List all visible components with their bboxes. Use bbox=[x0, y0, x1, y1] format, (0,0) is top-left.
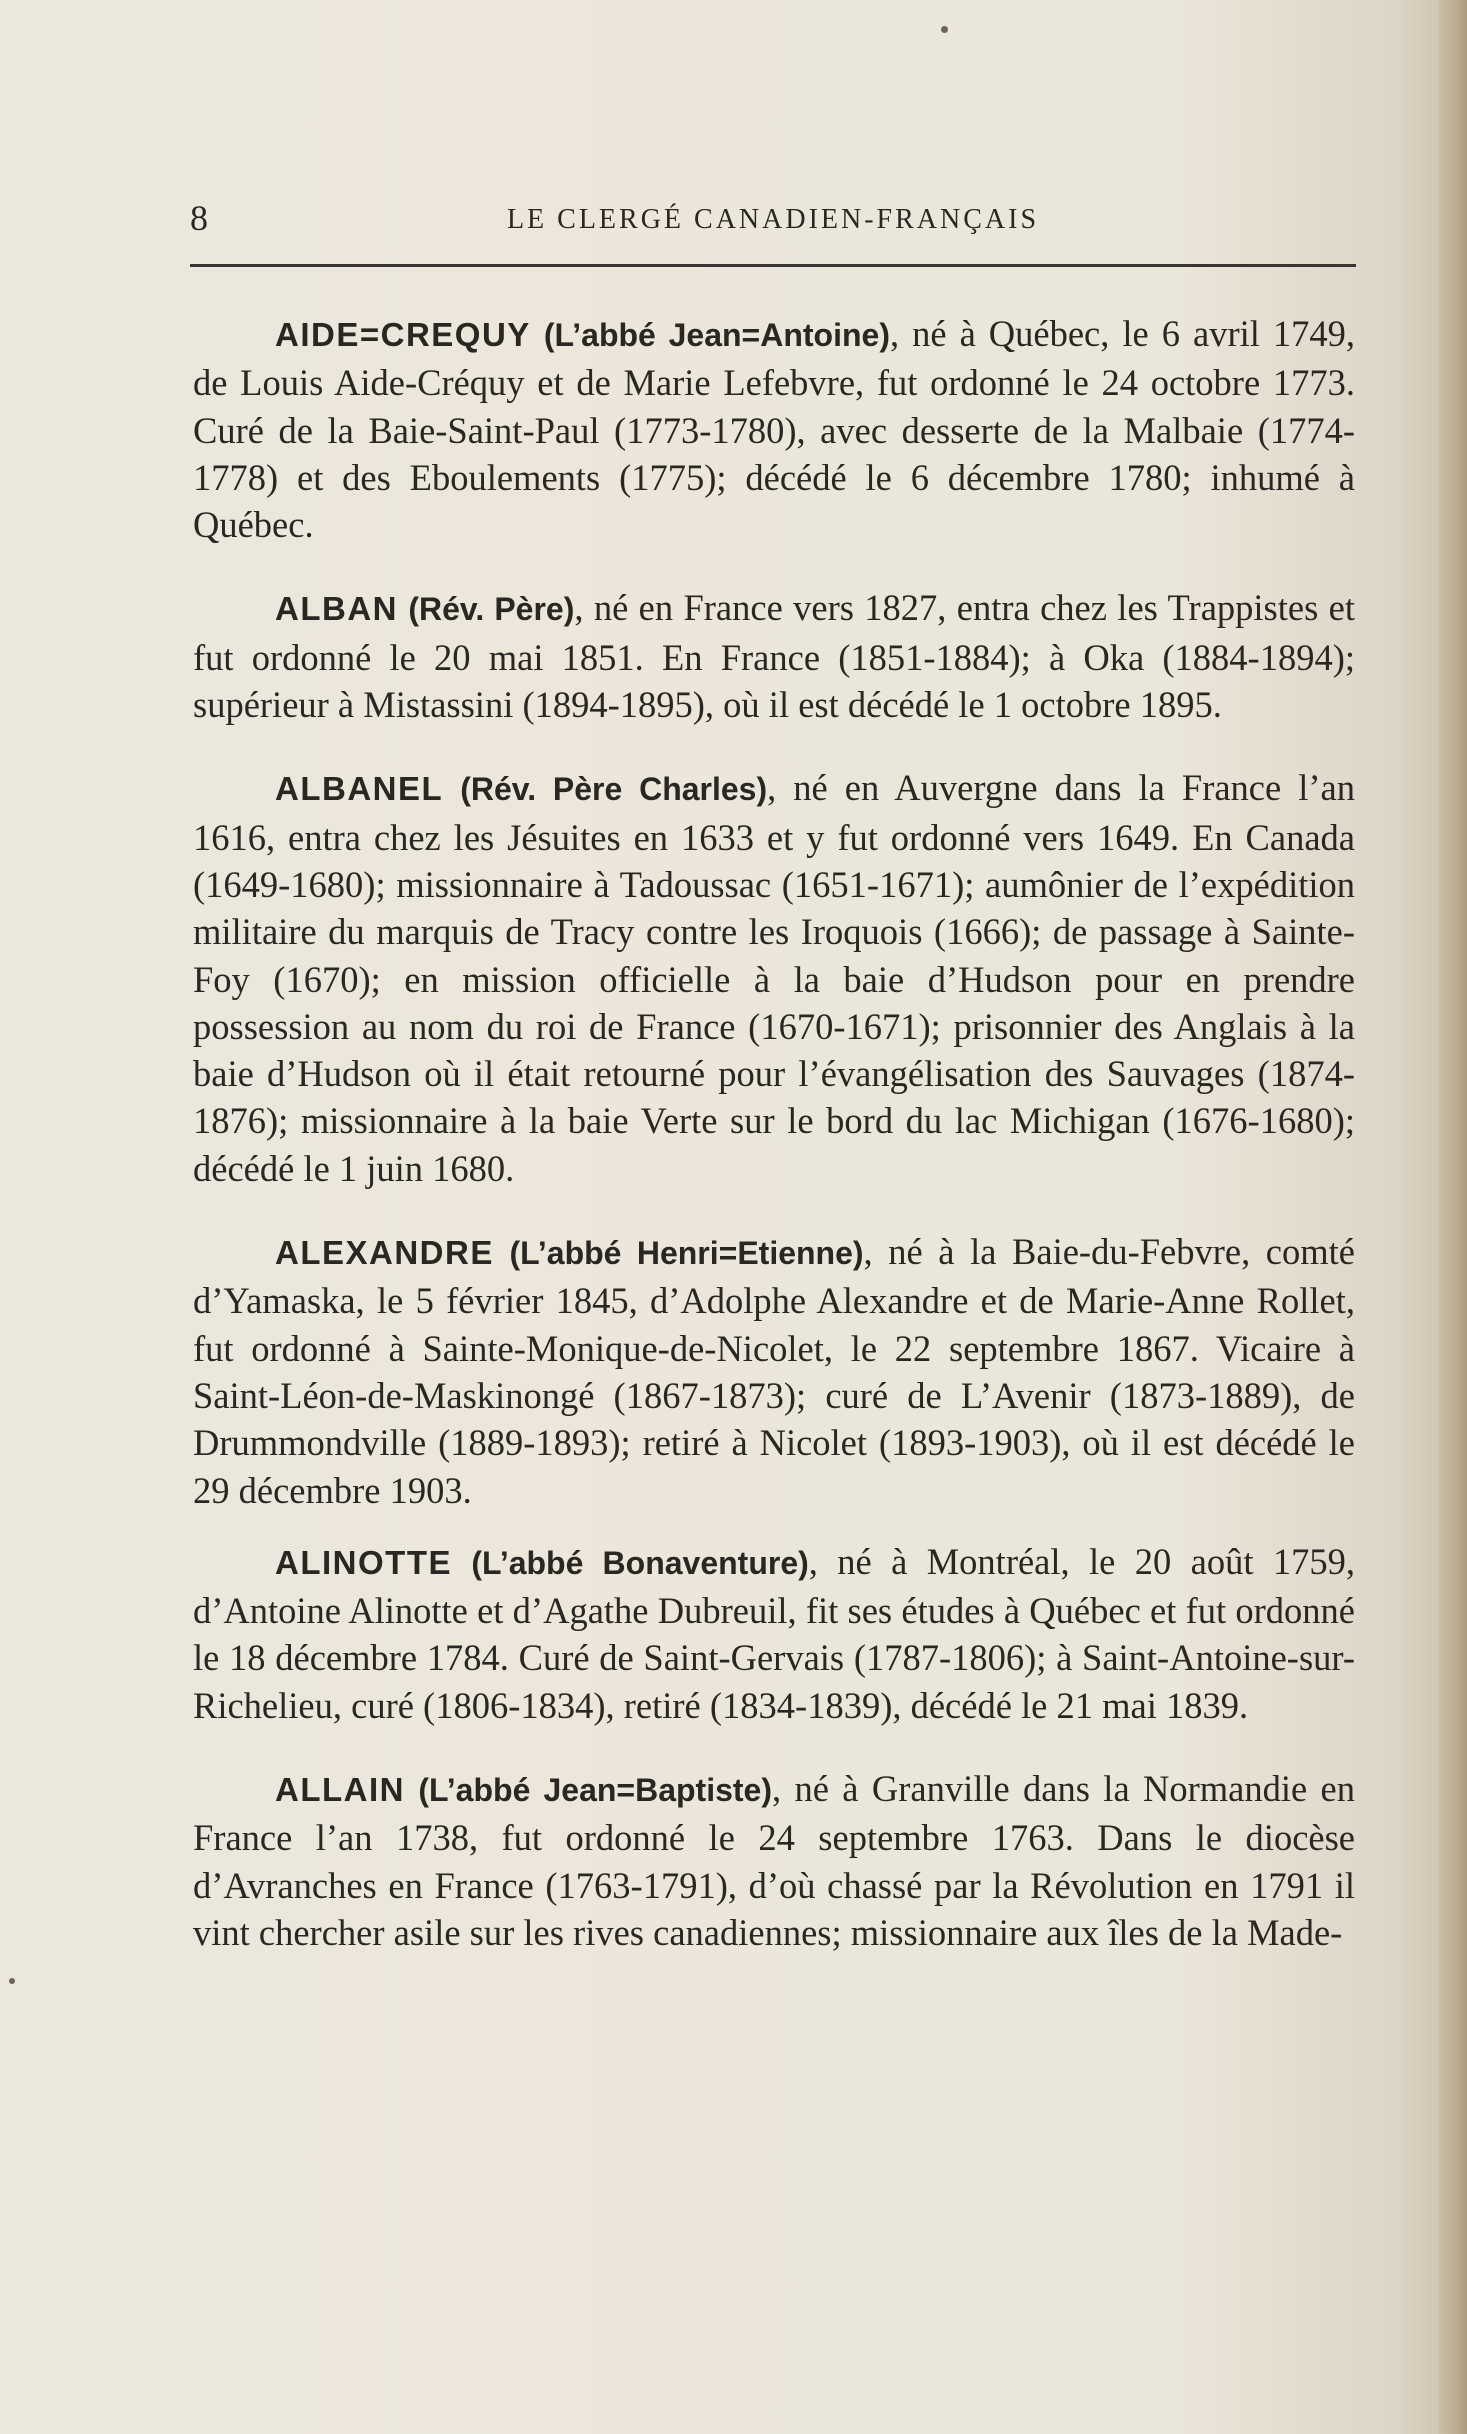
entry-allain bbox=[193, 1765, 1355, 1956]
dictionary-column bbox=[193, 310, 1355, 1992]
entry-body: , né en France vers 1827, entra chez les Trappistes et fut ordonné le 20 mai 1851. En France (1851-1884); à Oka (1884-1894); supérieur à Mistassini (1894-1895), où il est décédé le 1 octobre 1895. bbox=[193, 587, 1355, 726]
entry-body: , né à Granville dans la Normandie en France l’an 1738, fut ordonné le 24 septembre 1763. Dans le diocèse d’Avranches en France (1763-1791), d’où chassé par la Révolution en 1791 il vint chercher asile sur les rives canadiennes; missionnaire aux îles de la Made- bbox=[193, 1768, 1356, 1953]
ink-speck bbox=[9, 1978, 15, 1984]
entry-alinotte bbox=[193, 1538, 1355, 1729]
entry-headword: ALLAIN bbox=[275, 1771, 405, 1809]
entry-qualifier: (Rév. Père) bbox=[408, 591, 575, 628]
entry-qualifier: (L’abbé Jean=Baptiste) bbox=[418, 1772, 773, 1809]
entry-qualifier: (Rév. Père Charles) bbox=[460, 771, 768, 808]
entry-qualifier: (L’abbé Jean=Antoine) bbox=[543, 317, 890, 353]
header-rule bbox=[190, 264, 1356, 267]
entry-qualifier: (L’abbé Henri=Etienne) bbox=[509, 1235, 864, 1272]
entry-body: , né à Montréal, le 20 août 1759, d’Antoine Alinotte et d’Agathe Dubreuil, fit ses études à Québec et fut ordonné le 18 décembre 1784. Curé de Saint-Gervais (1787-1806); à Saint-Antoine-sur-Richelieu, curé (1806-1834), retiré (1834-1839), décédé le 21 mai 1839. bbox=[193, 1540, 1355, 1726]
entry-aide-crequy bbox=[193, 310, 1355, 548]
running-title: LE CLERGÉ CANADIEN-FRANÇAIS bbox=[506, 204, 1040, 235]
entry-qualifier: (L’abbé Bonaventure) bbox=[471, 1544, 809, 1581]
entry-headword: ALEXANDRE bbox=[275, 1234, 494, 1272]
entry-headword: ALBAN bbox=[275, 590, 398, 628]
entry-alban bbox=[193, 584, 1355, 728]
entry-body: , né à Québec, le 6 avril 1749, de Louis Aide-Créquy et de Marie Lefebvre, fut ordonné le 24 octobre 1773. Curé de la Baie-Saint-Paul (1773-1780), avec desserte de la Malbaie (1774-1778) et des Eboulements (1775); décédé le 6 décembre 1780; inhumé à Québec. bbox=[193, 313, 1356, 546]
entry-headword: AIDE=CREQUY bbox=[275, 316, 531, 353]
entry-albanel bbox=[193, 764, 1355, 1192]
entry-alexandre bbox=[193, 1228, 1355, 1514]
entry-body: , né en Auvergne dans la France l’an 1616, entra chez les Jésuites en 1633 et y fut ordonné vers 1649. En Canada (1649-1680); missionnaire à Tadoussac (1651-1671); aumônier de l’expédition militaire du marquis de Tracy contre les Iroquois (1666); de passage à Sainte-Foy (1670); en mission officielle à la baie d’Hudson pour en prendre possession au nom du roi de France (1670-1671); prisonnier des Anglais à la baie d’Hudson où il était retourné pour l’évangélisation des Sauvages (1874-1876); missionnaire à la baie Verte sur le bord du lac Michigan (1676-1680); décédé le 1 juin 1680. bbox=[193, 767, 1356, 1189]
running-header bbox=[190, 196, 1356, 244]
entry-body: , né à la Baie-du-Febvre, comté d’Yamaska, le 5 février 1845, d’Adolphe Alexandre et de Marie-Anne Rollet, fut ordonné à Sainte-Monique-de-Nicolet, le 22 septembre 1867. Vicaire à Saint-Léon-de-Maskinongé (1867-1873); curé de L’Avenir (1873-1889), de Drummondville (1889-1893); retiré à Nicolet (1893-1903), où il est décédé le 29 décembre 1903. bbox=[193, 1231, 1355, 1511]
page-number: 8 bbox=[190, 198, 208, 238]
ink-speck bbox=[941, 26, 948, 33]
entry-headword: ALINOTTE bbox=[275, 1543, 452, 1581]
entry-headword: ALBANEL bbox=[275, 770, 444, 808]
page-edge-shadow bbox=[1439, 0, 1467, 2434]
